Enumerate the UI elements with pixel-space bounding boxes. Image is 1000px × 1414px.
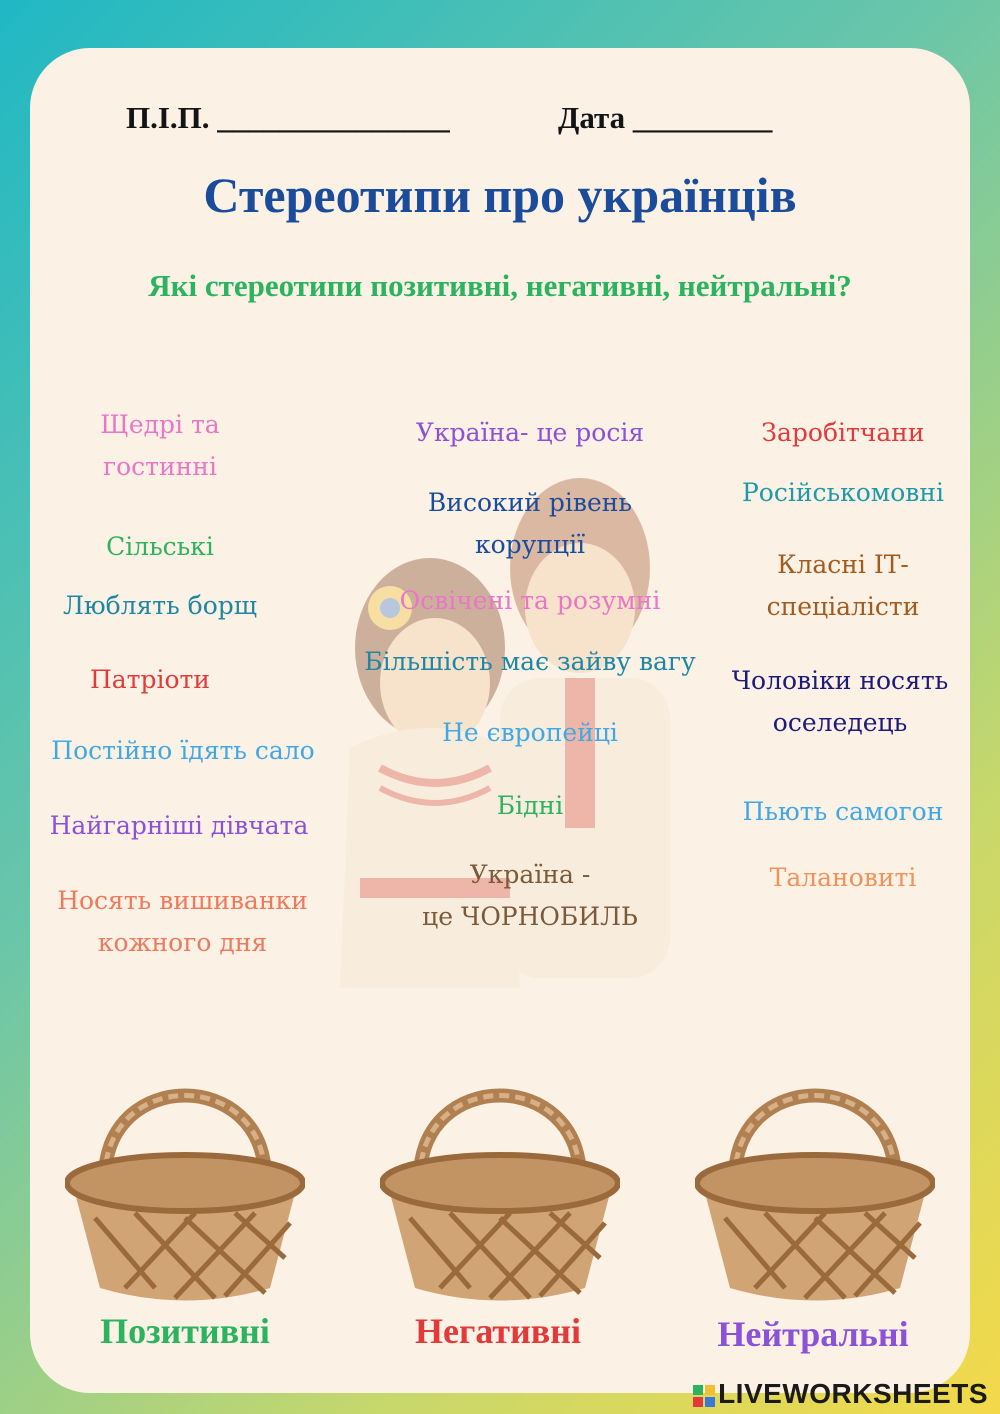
stereotype-card[interactable]: Бідні — [496, 791, 564, 820]
card-line: Щедрі та — [100, 410, 220, 439]
stereotype-card[interactable]: Освічені та розумні — [399, 586, 661, 615]
card-line: Високий рівень — [427, 488, 633, 517]
card-line: оселедець — [772, 708, 908, 737]
card-line: Класні ІТ- — [777, 550, 909, 579]
stereotype-card[interactable]: Російськомовні — [741, 478, 945, 507]
card-line: гостинні — [103, 452, 217, 481]
card-line: корупції — [474, 530, 586, 559]
basket-neutral[interactable] — [695, 1058, 935, 1312]
stereotype-card[interactable]: Заробітчани — [761, 418, 925, 447]
stereotype-card[interactable]: Україна- це росія — [415, 418, 645, 447]
page-title: Стереотипи про українців — [203, 167, 797, 223]
basket-positive[interactable] — [65, 1058, 305, 1312]
stereotype-card[interactable]: Найгарніші дівчата — [49, 811, 309, 840]
stereotype-card[interactable]: Сільські — [106, 532, 214, 561]
stereotype-card[interactable] — [40, 880, 325, 964]
stereotype-card[interactable]: Постійно їдять сало — [51, 736, 315, 765]
stereotype-card[interactable]: Люблять борщ — [62, 591, 258, 620]
wicker-basket-icon — [65, 1058, 305, 1308]
card-line: кожного дня — [97, 928, 268, 957]
stereotype-card[interactable] — [743, 544, 943, 628]
card-line: Україна - — [469, 860, 591, 889]
basket-negative[interactable] — [380, 1058, 620, 1312]
liveworksheets-wordmark: LIVEWORKSHEETS — [718, 1378, 988, 1409]
stereotype-card[interactable]: Талановиті — [769, 863, 917, 892]
date-field-label: Дата _________ — [558, 100, 773, 135]
card-line: спеціалісти — [766, 592, 920, 621]
card-line: Носять вишиванки — [57, 886, 308, 915]
stereotype-card[interactable] — [400, 482, 660, 566]
page-subtitle: Які стереотипи позитивні, негативні, нейтральні? — [148, 268, 852, 303]
stereotype-card[interactable]: Патріоти — [89, 665, 211, 694]
card-line: це ЧОРНОБИЛЬ — [422, 902, 638, 931]
stereotype-card[interactable] — [60, 404, 260, 488]
basket-label-neutral: Нейтральні — [717, 1314, 909, 1354]
basket-label-positive: Позитивні — [100, 1311, 270, 1351]
worksheet-sheet — [30, 48, 970, 1393]
stereotype-card[interactable]: Не європейці — [442, 718, 618, 747]
wicker-basket-icon — [380, 1058, 620, 1308]
liveworksheets-logo[interactable] — [693, 1378, 988, 1410]
card-line: Чоловіки носять — [731, 666, 949, 695]
name-field-label: П.І.П. _______________ — [126, 100, 450, 135]
stereotype-card[interactable] — [713, 660, 967, 744]
liveworksheets-logo-icon — [693, 1385, 715, 1407]
basket-label-negative: Негативні — [414, 1311, 581, 1351]
stereotype-card[interactable]: Пьють самогон — [742, 797, 944, 826]
stereotype-card[interactable] — [410, 854, 650, 938]
stereotype-card[interactable]: Більшість має зайву вагу — [364, 647, 696, 676]
wicker-basket-icon — [695, 1058, 935, 1308]
